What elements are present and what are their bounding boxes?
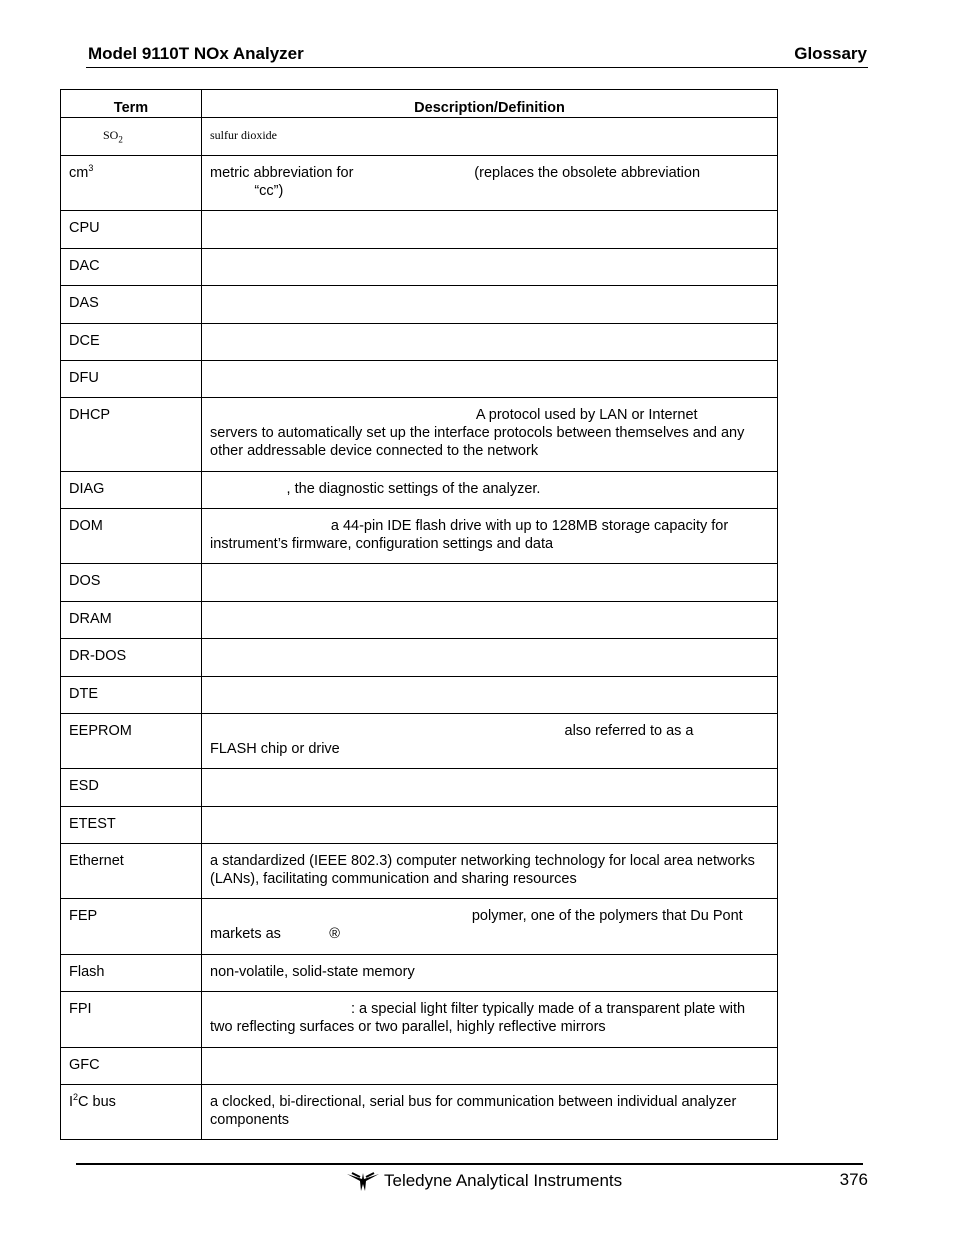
term-cell bbox=[61, 472, 202, 509]
description-cell: sulfur dioxide bbox=[202, 118, 778, 156]
description-cell bbox=[202, 249, 778, 286]
header-section: Glossary bbox=[794, 44, 867, 63]
table-row bbox=[61, 639, 778, 677]
term-text: DCE bbox=[69, 333, 100, 349]
footer-rule bbox=[76, 1163, 863, 1165]
term-cell bbox=[61, 249, 202, 286]
description-cell bbox=[202, 639, 778, 677]
description-cell: metric abbreviation for (replaces the obsolete abbreviation “cc”) bbox=[202, 156, 778, 211]
description-cell: non-volatile, solid-state memory bbox=[202, 955, 778, 992]
term-text: FPI bbox=[69, 1001, 92, 1017]
term-text: GFC bbox=[69, 1057, 100, 1073]
term-text: FEP bbox=[69, 908, 98, 924]
term-cell bbox=[61, 992, 202, 1048]
term-superscript: 3 bbox=[88, 163, 94, 174]
page-number: 376 bbox=[839, 1170, 868, 1189]
term-cell bbox=[61, 899, 202, 955]
table-row bbox=[61, 602, 778, 639]
description-cell bbox=[202, 211, 778, 249]
teledyne-logo-icon bbox=[346, 1170, 380, 1192]
term-cell bbox=[61, 286, 202, 324]
description-cell: also referred to as a FLASH chip or drive bbox=[202, 714, 778, 769]
term-text: ESD bbox=[69, 778, 99, 794]
term-cell bbox=[61, 844, 202, 899]
description-cell bbox=[202, 807, 778, 844]
term-text: DRAM bbox=[69, 611, 112, 627]
table-row bbox=[61, 844, 778, 899]
column-header-description: Description/Definition bbox=[202, 90, 778, 118]
term-text: DOM bbox=[69, 518, 103, 534]
glossary-table bbox=[60, 89, 778, 1140]
term-text: Ethernet bbox=[69, 853, 124, 869]
description-cell: A protocol used by LAN or Internet servers to automatically set up the interface protocols between themselves and any other addressable device connected to the network bbox=[202, 398, 778, 472]
description-cell: : a special light filter typically made of a transparent plate with two reflecting surfaces or two parallel, highly reflective mirrors bbox=[202, 992, 778, 1048]
term-cell bbox=[61, 324, 202, 361]
glossary-body bbox=[61, 118, 778, 1140]
description-cell bbox=[202, 286, 778, 324]
term-cell bbox=[61, 639, 202, 677]
table-row bbox=[61, 398, 778, 472]
term-text: SO bbox=[103, 128, 119, 142]
description-cell bbox=[202, 602, 778, 639]
table-row bbox=[61, 807, 778, 844]
header-title: Model 9110T NOx Analyzer bbox=[88, 44, 304, 63]
description-cell bbox=[202, 324, 778, 361]
term-text: EEPROM bbox=[69, 723, 132, 739]
term-cell bbox=[61, 677, 202, 714]
term-cell bbox=[61, 118, 202, 156]
header-rule bbox=[86, 67, 868, 68]
description-cell bbox=[202, 677, 778, 714]
description-cell bbox=[202, 1048, 778, 1085]
table-row bbox=[61, 564, 778, 602]
term-cell bbox=[61, 714, 202, 769]
term-tail: C bus bbox=[78, 1094, 116, 1110]
table-header-row bbox=[61, 90, 778, 118]
term-cell bbox=[61, 955, 202, 992]
term-text: DAC bbox=[69, 258, 100, 274]
term-text: DHCP bbox=[69, 407, 111, 423]
table-row bbox=[61, 361, 778, 398]
term-cell bbox=[61, 156, 202, 211]
term-cell bbox=[61, 361, 202, 398]
term-text: I bbox=[69, 1094, 74, 1110]
term-text: Flash bbox=[69, 964, 105, 980]
table-row bbox=[61, 249, 778, 286]
term-text: DAS bbox=[69, 295, 99, 311]
table-row bbox=[61, 677, 778, 714]
term-cell bbox=[61, 211, 202, 249]
table-row bbox=[61, 509, 778, 564]
footer-brand bbox=[346, 1170, 622, 1192]
table-row bbox=[61, 714, 778, 769]
table-row bbox=[61, 1048, 778, 1085]
term-cell bbox=[61, 807, 202, 844]
description-cell bbox=[202, 361, 778, 398]
term-superscript: 2 bbox=[73, 1092, 79, 1103]
table-row bbox=[61, 286, 778, 324]
table-row bbox=[61, 118, 778, 156]
description-cell bbox=[202, 769, 778, 807]
term-subscript: 2 bbox=[118, 134, 123, 145]
description-cell: a clocked, bi-directional, serial bus for communication between individual analyzer components bbox=[202, 1085, 778, 1140]
table-row bbox=[61, 992, 778, 1048]
table-row bbox=[61, 899, 778, 955]
term-cell bbox=[61, 509, 202, 564]
table-row bbox=[61, 1085, 778, 1140]
description-cell: a 44-pin IDE flash drive with up to 128MB storage capacity for instrument’s firmware, configuration settings and data bbox=[202, 509, 778, 564]
description-cell: a standardized (IEEE 802.3) computer networking technology for local area networks (LANs), facilitating communication and sharing resources bbox=[202, 844, 778, 899]
table-row bbox=[61, 211, 778, 249]
term-text: DTE bbox=[69, 686, 98, 702]
term-cell bbox=[61, 602, 202, 639]
term-text: cm bbox=[69, 165, 89, 181]
table-row bbox=[61, 955, 778, 992]
term-cell bbox=[61, 769, 202, 807]
description-cell: polymer, one of the polymers that Du Pont markets as ® bbox=[202, 899, 778, 955]
term-text: DOS bbox=[69, 573, 101, 589]
description-cell: , the diagnostic settings of the analyzer. bbox=[202, 472, 778, 509]
column-header-term: Term bbox=[61, 90, 202, 118]
term-cell bbox=[61, 564, 202, 602]
term-text: DIAG bbox=[69, 481, 105, 497]
table-row bbox=[61, 156, 778, 211]
table-row bbox=[61, 324, 778, 361]
term-text: ETEST bbox=[69, 816, 116, 832]
term-text: CPU bbox=[69, 220, 100, 236]
term-text: DFU bbox=[69, 370, 99, 386]
footer-brand-text: Teledyne Analytical Instruments bbox=[384, 1171, 623, 1190]
table-row bbox=[61, 769, 778, 807]
term-cell bbox=[61, 398, 202, 472]
term-cell bbox=[61, 1048, 202, 1085]
term-text: DR-DOS bbox=[69, 648, 127, 664]
description-cell bbox=[202, 564, 778, 602]
term-cell bbox=[61, 1085, 202, 1140]
table-row bbox=[61, 472, 778, 509]
